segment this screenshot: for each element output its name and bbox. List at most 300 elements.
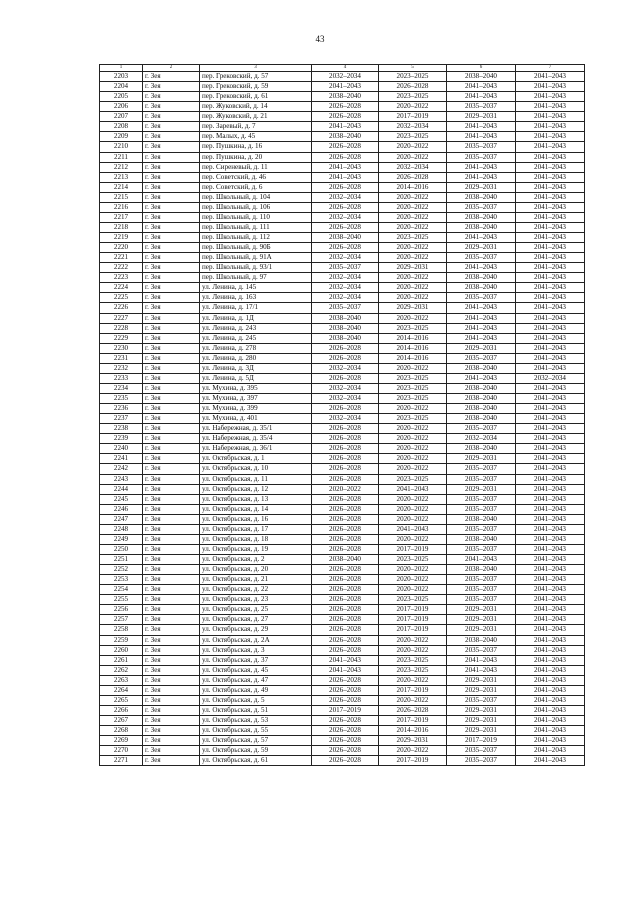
period-col6-cell: 2041–2043 — [447, 263, 516, 273]
period-col7-cell: 2041–2043 — [516, 293, 585, 303]
period-col5-cell: 2020–2022 — [379, 293, 447, 303]
period-col6-cell: 2029–2031 — [447, 716, 516, 726]
period-col6-cell: 2038–2040 — [447, 283, 516, 293]
period-col4-cell: 2035–2037 — [312, 263, 379, 273]
period-col7-cell: 2041–2043 — [516, 72, 585, 82]
period-col7-cell: 2041–2043 — [516, 444, 585, 454]
address-cell: пер. Заревый, д. 7 — [200, 122, 312, 132]
period-col4-cell: 2032–2034 — [312, 253, 379, 263]
period-col4-cell: 2038–2040 — [312, 132, 379, 142]
period-col6-cell: 2035–2037 — [447, 756, 516, 766]
settlement-cell: г. Зея — [143, 323, 200, 333]
period-col4-cell: 2026–2028 — [312, 716, 379, 726]
settlement-cell: г. Зея — [143, 524, 200, 534]
period-col4-cell: 2026–2028 — [312, 464, 379, 474]
address-cell: ул. Октябрьская, д. 29 — [200, 625, 312, 635]
period-col5-cell: 2023–2025 — [379, 92, 447, 102]
settlement-cell: г. Зея — [143, 162, 200, 172]
settlement-cell: г. Зея — [143, 565, 200, 575]
period-col7-cell: 2041–2043 — [516, 464, 585, 474]
settlement-cell: г. Зея — [143, 585, 200, 595]
period-col7-cell: 2041–2043 — [516, 172, 585, 182]
row-number-cell: 2217 — [100, 212, 143, 222]
settlement-cell: г. Зея — [143, 222, 200, 232]
period-col4-cell: 2032–2034 — [312, 212, 379, 222]
period-col7-cell: 2041–2043 — [516, 565, 585, 575]
address-cell: ул. Ленина, д. 245 — [200, 333, 312, 343]
table-row — [100, 464, 585, 474]
period-col5-cell: 2026–2028 — [379, 172, 447, 182]
row-number-cell: 2231 — [100, 353, 143, 363]
period-col5-cell: 2023–2025 — [379, 72, 447, 82]
settlement-cell: г. Зея — [143, 132, 200, 142]
period-col6-cell: 2017–2019 — [447, 736, 516, 746]
period-col7-cell: 2041–2043 — [516, 243, 585, 253]
table-row — [100, 605, 585, 615]
period-col6-cell: 2035–2037 — [447, 424, 516, 434]
period-col4-cell: 2032–2034 — [312, 72, 379, 82]
row-number-cell: 2203 — [100, 72, 143, 82]
period-col4-cell: 2038–2040 — [312, 313, 379, 323]
address-cell: пер. Школьный, д. 112 — [200, 233, 312, 243]
table-row — [100, 142, 585, 152]
table-row — [100, 756, 585, 766]
table-row — [100, 172, 585, 182]
period-col6-cell: 2041–2043 — [447, 665, 516, 675]
column-number: 4 — [312, 65, 379, 72]
table-row — [100, 454, 585, 464]
period-col7-cell: 2041–2043 — [516, 343, 585, 353]
table-row — [100, 333, 585, 343]
table-row — [100, 736, 585, 746]
settlement-cell: г. Зея — [143, 82, 200, 92]
table-row — [100, 716, 585, 726]
period-col5-cell: 2020–2022 — [379, 212, 447, 222]
period-col6-cell: 2041–2043 — [447, 122, 516, 132]
row-number-cell: 2225 — [100, 293, 143, 303]
row-number-cell: 2246 — [100, 504, 143, 514]
row-number-cell: 2248 — [100, 524, 143, 534]
period-col5-cell: 2020–2022 — [379, 253, 447, 263]
period-col7-cell: 2041–2043 — [516, 263, 585, 273]
table-row — [100, 353, 585, 363]
address-cell: ул. Ленина, д. 278 — [200, 343, 312, 353]
row-number-cell: 2258 — [100, 625, 143, 635]
period-col5-cell: 2020–2022 — [379, 675, 447, 685]
address-cell: ул. Октябрьская, д. 27 — [200, 615, 312, 625]
settlement-cell: г. Зея — [143, 363, 200, 373]
period-col7-cell: 2041–2043 — [516, 424, 585, 434]
period-col5-cell: 2029–2031 — [379, 736, 447, 746]
settlement-cell: г. Зея — [143, 595, 200, 605]
period-col5-cell: 2014–2016 — [379, 343, 447, 353]
table-row — [100, 293, 585, 303]
period-col7-cell: 2041–2043 — [516, 383, 585, 393]
period-col5-cell: 2023–2025 — [379, 655, 447, 665]
period-col6-cell: 2041–2043 — [447, 82, 516, 92]
row-number-cell: 2219 — [100, 233, 143, 243]
period-col6-cell: 2029–2031 — [447, 685, 516, 695]
period-col7-cell: 2041–2043 — [516, 726, 585, 736]
period-col7-cell: 2041–2043 — [516, 585, 585, 595]
settlement-cell: г. Зея — [143, 655, 200, 665]
address-cell: ул. Октябрьская, д. 23 — [200, 595, 312, 605]
period-col4-cell: 2026–2028 — [312, 595, 379, 605]
settlement-cell: г. Зея — [143, 293, 200, 303]
period-col6-cell: 2035–2037 — [447, 575, 516, 585]
settlement-cell: г. Зея — [143, 72, 200, 82]
row-number-cell: 2223 — [100, 273, 143, 283]
period-col7-cell: 2041–2043 — [516, 665, 585, 675]
period-col6-cell: 2035–2037 — [447, 202, 516, 212]
address-cell: ул. Октябрьская, д. 20 — [200, 565, 312, 575]
row-number-cell: 2252 — [100, 565, 143, 575]
row-number-cell: 2255 — [100, 595, 143, 605]
period-col7-cell: 2041–2043 — [516, 162, 585, 172]
table-row — [100, 283, 585, 293]
period-col6-cell: 2041–2043 — [447, 555, 516, 565]
period-col5-cell: 2020–2022 — [379, 695, 447, 705]
period-col5-cell: 2020–2022 — [379, 504, 447, 514]
address-cell: ул. Ленина, д. 145 — [200, 283, 312, 293]
settlement-cell: г. Зея — [143, 283, 200, 293]
period-col7-cell: 2041–2043 — [516, 635, 585, 645]
settlement-cell: г. Зея — [143, 233, 200, 243]
period-col6-cell: 2035–2037 — [447, 494, 516, 504]
period-col6-cell: 2041–2043 — [447, 655, 516, 665]
period-col7-cell: 2041–2043 — [516, 202, 585, 212]
row-number-cell: 2253 — [100, 575, 143, 585]
period-col5-cell: 2020–2022 — [379, 464, 447, 474]
settlement-cell: г. Зея — [143, 685, 200, 695]
period-col6-cell: 2029–2031 — [447, 243, 516, 253]
period-col6-cell: 2038–2040 — [447, 192, 516, 202]
period-col6-cell: 2035–2037 — [447, 142, 516, 152]
period-col4-cell: 2026–2028 — [312, 746, 379, 756]
table-row — [100, 625, 585, 635]
period-col4-cell: 2032–2034 — [312, 414, 379, 424]
period-col4-cell: 2035–2037 — [312, 303, 379, 313]
period-col7-cell: 2041–2043 — [516, 303, 585, 313]
period-col5-cell: 2017–2019 — [379, 112, 447, 122]
period-col4-cell: 2026–2028 — [312, 494, 379, 504]
address-cell: ул. Октябрьская, д. 47 — [200, 675, 312, 685]
table-row — [100, 212, 585, 222]
row-number-cell: 2266 — [100, 705, 143, 715]
period-col5-cell: 2041–2043 — [379, 524, 447, 534]
period-col5-cell: 2014–2016 — [379, 726, 447, 736]
row-number-cell: 2214 — [100, 182, 143, 192]
period-col6-cell: 2041–2043 — [447, 233, 516, 243]
period-col7-cell: 2041–2043 — [516, 494, 585, 504]
period-col7-cell: 2041–2043 — [516, 605, 585, 615]
period-col5-cell: 2023–2025 — [379, 373, 447, 383]
settlement-cell: г. Зея — [143, 434, 200, 444]
period-col4-cell: 2026–2028 — [312, 142, 379, 152]
table-row — [100, 555, 585, 565]
settlement-cell: г. Зея — [143, 625, 200, 635]
address-cell: пер. Школьный, д. 93/1 — [200, 263, 312, 273]
row-number-cell: 2221 — [100, 253, 143, 263]
period-col4-cell: 2026–2028 — [312, 404, 379, 414]
period-col4-cell: 2032–2034 — [312, 293, 379, 303]
period-col5-cell: 2023–2025 — [379, 665, 447, 675]
period-col4-cell: 2026–2028 — [312, 373, 379, 383]
settlement-cell: г. Зея — [143, 726, 200, 736]
settlement-cell: г. Зея — [143, 313, 200, 323]
period-col5-cell: 2020–2022 — [379, 273, 447, 283]
table-row — [100, 434, 585, 444]
period-col7-cell: 2041–2043 — [516, 132, 585, 142]
address-cell: пер. Сиреневый, д. 11 — [200, 162, 312, 172]
table-row — [100, 72, 585, 82]
period-col6-cell: 2038–2040 — [447, 383, 516, 393]
period-col5-cell: 2020–2022 — [379, 454, 447, 464]
settlement-cell: г. Зея — [143, 635, 200, 645]
period-col5-cell: 2014–2016 — [379, 333, 447, 343]
address-cell: ул. Октябрьская, д. 19 — [200, 544, 312, 554]
period-col6-cell: 2029–2031 — [447, 615, 516, 625]
row-number-cell: 2262 — [100, 665, 143, 675]
table-row — [100, 665, 585, 675]
settlement-cell: г. Зея — [143, 575, 200, 585]
row-number-cell: 2206 — [100, 102, 143, 112]
table-row — [100, 404, 585, 414]
row-number-cell: 2230 — [100, 343, 143, 353]
row-number-cell: 2259 — [100, 635, 143, 645]
period-col7-cell: 2041–2043 — [516, 484, 585, 494]
period-col5-cell: 2020–2022 — [379, 152, 447, 162]
period-col7-cell: 2041–2043 — [516, 615, 585, 625]
row-number-cell: 2242 — [100, 464, 143, 474]
period-col4-cell: 2041–2043 — [312, 122, 379, 132]
period-col6-cell: 2038–2040 — [447, 534, 516, 544]
period-col4-cell: 2026–2028 — [312, 434, 379, 444]
address-cell: ул. Ленина, д. 243 — [200, 323, 312, 333]
settlement-cell: г. Зея — [143, 243, 200, 253]
column-number: 2 — [143, 65, 200, 72]
period-col5-cell: 2020–2022 — [379, 222, 447, 232]
settlement-cell: г. Зея — [143, 152, 200, 162]
table-row — [100, 112, 585, 122]
row-number-cell: 2236 — [100, 404, 143, 414]
table-row — [100, 575, 585, 585]
address-cell: пер. Советский, д. 6 — [200, 182, 312, 192]
row-number-cell: 2216 — [100, 202, 143, 212]
column-number: 6 — [447, 65, 516, 72]
row-number-cell: 2269 — [100, 736, 143, 746]
period-col7-cell: 2041–2043 — [516, 504, 585, 514]
address-cell: пер. Школьный, д. 110 — [200, 212, 312, 222]
table-row — [100, 222, 585, 232]
period-col7-cell: 2041–2043 — [516, 736, 585, 746]
period-col6-cell: 2035–2037 — [447, 102, 516, 112]
row-number-cell: 2268 — [100, 726, 143, 736]
period-col5-cell: 2020–2022 — [379, 585, 447, 595]
row-number-cell: 2213 — [100, 172, 143, 182]
period-col6-cell: 2041–2043 — [447, 162, 516, 172]
period-col4-cell: 2026–2028 — [312, 424, 379, 434]
address-cell: пер. Школьный, д. 90Б — [200, 243, 312, 253]
period-col6-cell: 2038–2040 — [447, 212, 516, 222]
period-col4-cell: 2026–2028 — [312, 524, 379, 534]
period-col6-cell: 2035–2037 — [447, 353, 516, 363]
period-col7-cell: 2041–2043 — [516, 363, 585, 373]
period-col7-cell: 2041–2043 — [516, 182, 585, 192]
address-cell: ул. Мухина, д. 397 — [200, 394, 312, 404]
settlement-cell: г. Зея — [143, 373, 200, 383]
period-col5-cell: 2020–2022 — [379, 645, 447, 655]
period-col7-cell: 2041–2043 — [516, 102, 585, 112]
address-cell: ул. Октябрьская, д. 10 — [200, 464, 312, 474]
period-col5-cell: 2020–2022 — [379, 565, 447, 575]
table-row — [100, 595, 585, 605]
period-col4-cell: 2020–2022 — [312, 484, 379, 494]
address-cell: ул. Октябрьская, д. 25 — [200, 605, 312, 615]
table-row — [100, 132, 585, 142]
address-cell: ул. Октябрьская, д. 11 — [200, 474, 312, 484]
period-col6-cell: 2038–2040 — [447, 635, 516, 645]
row-number-cell: 2222 — [100, 263, 143, 273]
address-cell: ул. Октябрьская, д. 3 — [200, 645, 312, 655]
settlement-cell: г. Зея — [143, 534, 200, 544]
row-number-cell: 2205 — [100, 92, 143, 102]
table-row — [100, 263, 585, 273]
table-row — [100, 102, 585, 112]
settlement-cell: г. Зея — [143, 736, 200, 746]
address-cell: ул. Октябрьская, д. 17 — [200, 524, 312, 534]
period-col6-cell: 2029–2031 — [447, 625, 516, 635]
period-col4-cell: 2026–2028 — [312, 112, 379, 122]
period-col7-cell: 2041–2043 — [516, 524, 585, 534]
period-col4-cell: 2026–2028 — [312, 615, 379, 625]
period-col5-cell: 2017–2019 — [379, 756, 447, 766]
period-col4-cell: 2026–2028 — [312, 454, 379, 464]
settlement-cell: г. Зея — [143, 394, 200, 404]
table-row — [100, 585, 585, 595]
period-col4-cell: 2026–2028 — [312, 182, 379, 192]
period-col7-cell: 2041–2043 — [516, 142, 585, 152]
period-col7-cell: 2041–2043 — [516, 756, 585, 766]
table-row — [100, 705, 585, 715]
period-col7-cell: 2041–2043 — [516, 454, 585, 464]
period-col7-cell: 2041–2043 — [516, 474, 585, 484]
settlement-cell: г. Зея — [143, 404, 200, 414]
period-col7-cell: 2041–2043 — [516, 394, 585, 404]
row-number-cell: 2207 — [100, 112, 143, 122]
period-col4-cell: 2026–2028 — [312, 635, 379, 645]
row-number-cell: 2245 — [100, 494, 143, 504]
table-row — [100, 253, 585, 263]
period-col4-cell: 2032–2034 — [312, 283, 379, 293]
settlement-cell: г. Зея — [143, 182, 200, 192]
table-row — [100, 474, 585, 484]
table-row — [100, 122, 585, 132]
period-col5-cell: 2032–2034 — [379, 122, 447, 132]
address-cell: ул. Октябрьская, д. 1 — [200, 454, 312, 464]
row-number-cell: 2209 — [100, 132, 143, 142]
address-cell: ул. Октябрьская, д. 21 — [200, 575, 312, 585]
row-number-cell: 2243 — [100, 474, 143, 484]
row-number-cell: 2265 — [100, 695, 143, 705]
period-col4-cell: 2032–2034 — [312, 363, 379, 373]
period-col6-cell: 2038–2040 — [447, 222, 516, 232]
period-col6-cell: 2041–2043 — [447, 323, 516, 333]
period-col4-cell: 2026–2028 — [312, 756, 379, 766]
table-row — [100, 514, 585, 524]
row-number-cell: 2211 — [100, 152, 143, 162]
period-col6-cell: 2029–2031 — [447, 454, 516, 464]
table-row — [100, 323, 585, 333]
address-cell: пер. Малых, д. 45 — [200, 132, 312, 142]
period-col6-cell: 2035–2037 — [447, 253, 516, 263]
period-col4-cell: 2032–2034 — [312, 192, 379, 202]
table-row — [100, 233, 585, 243]
period-col5-cell: 2029–2031 — [379, 303, 447, 313]
period-col4-cell: 2017–2019 — [312, 705, 379, 715]
address-cell: ул. Ленина, д. 1Д — [200, 313, 312, 323]
period-col4-cell: 2026–2028 — [312, 565, 379, 575]
period-col6-cell: 2035–2037 — [447, 746, 516, 756]
settlement-cell: г. Зея — [143, 705, 200, 715]
period-col7-cell: 2041–2043 — [516, 645, 585, 655]
row-number-cell: 2264 — [100, 685, 143, 695]
table-row — [100, 162, 585, 172]
period-col6-cell: 2029–2031 — [447, 112, 516, 122]
period-col6-cell: 2029–2031 — [447, 675, 516, 685]
period-col6-cell: 2041–2043 — [447, 92, 516, 102]
period-col7-cell: 2041–2043 — [516, 595, 585, 605]
period-col4-cell: 2038–2040 — [312, 323, 379, 333]
table-row — [100, 152, 585, 162]
settlement-cell: г. Зея — [143, 343, 200, 353]
period-col4-cell: 2026–2028 — [312, 585, 379, 595]
settlement-cell: г. Зея — [143, 414, 200, 424]
settlement-cell: г. Зея — [143, 716, 200, 726]
row-number-cell: 2267 — [100, 716, 143, 726]
period-col6-cell: 2038–2040 — [447, 565, 516, 575]
period-col6-cell: 2035–2037 — [447, 152, 516, 162]
row-number-cell: 2228 — [100, 323, 143, 333]
row-number-cell: 2263 — [100, 675, 143, 685]
row-number-cell: 2238 — [100, 424, 143, 434]
address-cell: ул. Октябрьская, д. 2А — [200, 635, 312, 645]
row-number-cell: 2220 — [100, 243, 143, 253]
table-row — [100, 373, 585, 383]
table-row — [100, 685, 585, 695]
period-col5-cell: 2023–2025 — [379, 394, 447, 404]
period-col7-cell: 2041–2043 — [516, 404, 585, 414]
row-number-cell: 2257 — [100, 615, 143, 625]
period-col7-cell: 2041–2043 — [516, 313, 585, 323]
table-row — [100, 534, 585, 544]
period-col7-cell: 2041–2043 — [516, 283, 585, 293]
period-col5-cell: 2017–2019 — [379, 615, 447, 625]
period-col7-cell: 2041–2043 — [516, 434, 585, 444]
period-col4-cell: 2026–2028 — [312, 514, 379, 524]
period-col6-cell: 2029–2031 — [447, 484, 516, 494]
row-number-cell: 2260 — [100, 645, 143, 655]
period-col7-cell: 2041–2043 — [516, 685, 585, 695]
address-cell: пер. Школьный, д. 106 — [200, 202, 312, 212]
period-col7-cell: 2041–2043 — [516, 675, 585, 685]
row-number-cell: 2204 — [100, 82, 143, 92]
table-row — [100, 615, 585, 625]
period-col7-cell: 2041–2043 — [516, 323, 585, 333]
period-col4-cell: 2026–2028 — [312, 243, 379, 253]
period-col7-cell: 2041–2043 — [516, 112, 585, 122]
settlement-cell: г. Зея — [143, 615, 200, 625]
